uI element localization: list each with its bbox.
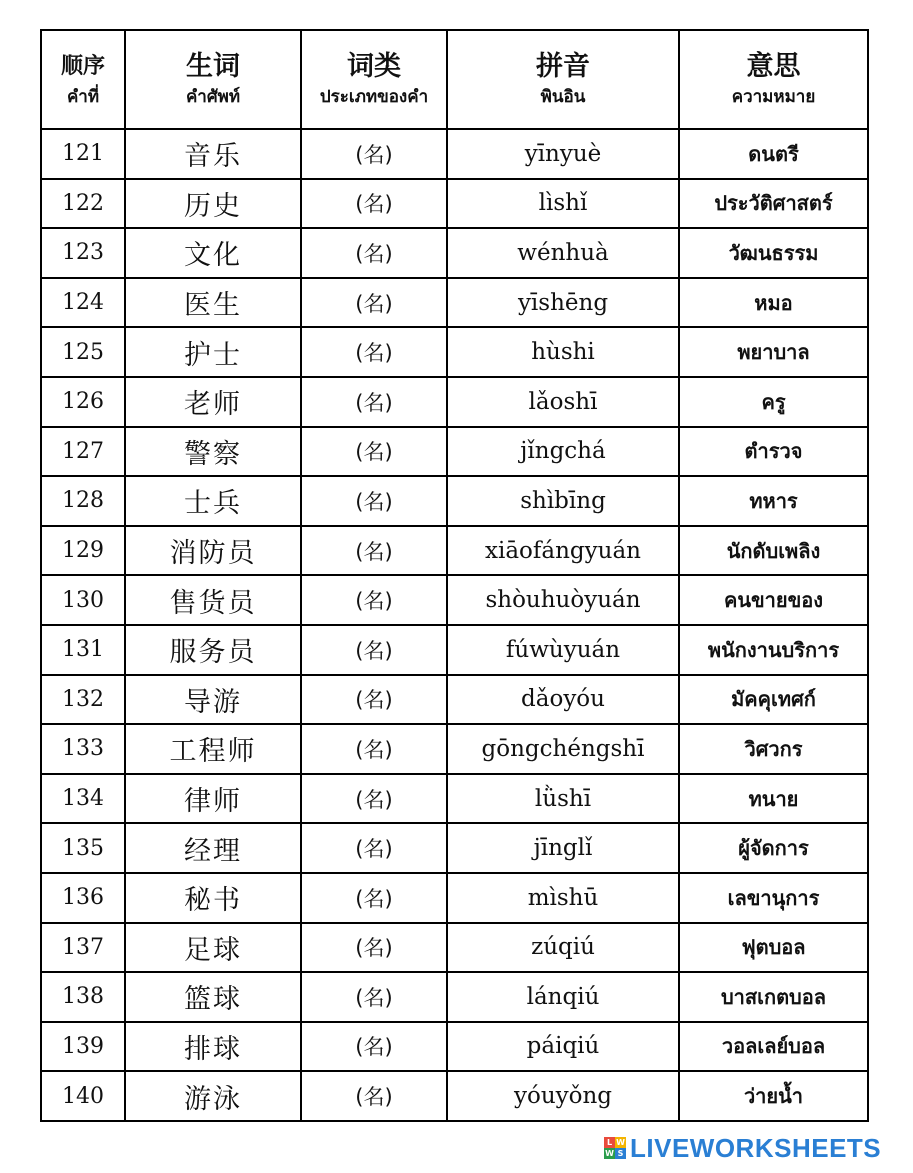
row-pinyin: zúqiú bbox=[447, 923, 679, 973]
row-pinyin: gōngchéngshī bbox=[447, 724, 679, 774]
row-number: 121 bbox=[41, 129, 125, 179]
row-meaning: วัฒนธรรม bbox=[679, 228, 868, 278]
row-part-of-speech: (名) bbox=[301, 923, 447, 973]
row-part-of-speech: (名) bbox=[301, 873, 447, 923]
row-part-of-speech: (名) bbox=[301, 526, 447, 576]
table-row bbox=[41, 526, 868, 576]
row-meaning: ว่ายน้ำ bbox=[679, 1071, 868, 1121]
header-order-zh: 顺序 bbox=[60, 53, 105, 79]
logo-mark-icon bbox=[604, 1137, 626, 1159]
row-pinyin: wénhuà bbox=[447, 228, 679, 278]
table-row bbox=[41, 625, 868, 675]
row-meaning: หมอ bbox=[679, 278, 868, 328]
row-word: 服务员 bbox=[125, 625, 301, 675]
row-part-of-speech: (名) bbox=[301, 575, 447, 625]
row-part-of-speech: (名) bbox=[301, 724, 447, 774]
row-pinyin: jǐngchá bbox=[447, 427, 679, 477]
row-number: 138 bbox=[41, 972, 125, 1022]
row-word: 工程师 bbox=[125, 724, 301, 774]
row-number: 140 bbox=[41, 1071, 125, 1121]
table-row bbox=[41, 1022, 868, 1072]
row-number: 126 bbox=[41, 377, 125, 427]
table-row bbox=[41, 278, 868, 328]
row-word: 老师 bbox=[125, 377, 301, 427]
row-part-of-speech: (名) bbox=[301, 823, 447, 873]
row-number: 122 bbox=[41, 179, 125, 229]
row-pinyin: shòuhuòyuán bbox=[447, 575, 679, 625]
liveworksheets-logo bbox=[604, 1134, 881, 1162]
row-part-of-speech: (名) bbox=[301, 476, 447, 526]
header-order-th: คำที่ bbox=[66, 86, 100, 106]
header-meaning-th: ความหมาย bbox=[731, 86, 816, 106]
row-meaning: ดนตรี bbox=[679, 129, 868, 179]
row-word: 士兵 bbox=[125, 476, 301, 526]
row-pinyin: lánqiú bbox=[447, 972, 679, 1022]
table-row bbox=[41, 575, 868, 625]
table-row bbox=[41, 724, 868, 774]
row-word: 秘书 bbox=[125, 873, 301, 923]
row-word: 足球 bbox=[125, 923, 301, 973]
row-pinyin: jīnglǐ bbox=[447, 823, 679, 873]
row-number: 139 bbox=[41, 1022, 125, 1072]
row-word: 历史 bbox=[125, 179, 301, 229]
row-number: 129 bbox=[41, 526, 125, 576]
row-number: 132 bbox=[41, 675, 125, 725]
table-row bbox=[41, 873, 868, 923]
row-part-of-speech: (名) bbox=[301, 774, 447, 824]
row-pinyin: hùshi bbox=[447, 327, 679, 377]
logo-text: LIVEWORKSHEETS bbox=[630, 1132, 882, 1163]
row-part-of-speech: (名) bbox=[301, 675, 447, 725]
row-number: 123 bbox=[41, 228, 125, 278]
table-row bbox=[41, 823, 868, 873]
row-number: 130 bbox=[41, 575, 125, 625]
row-part-of-speech: (名) bbox=[301, 228, 447, 278]
row-word: 律师 bbox=[125, 774, 301, 824]
row-pinyin: mìshū bbox=[447, 873, 679, 923]
row-part-of-speech: (名) bbox=[301, 625, 447, 675]
row-pinyin: yóuyǒng bbox=[447, 1071, 679, 1121]
row-word: 游泳 bbox=[125, 1071, 301, 1121]
table-row bbox=[41, 675, 868, 725]
row-part-of-speech: (名) bbox=[301, 327, 447, 377]
header-pos-th: ประเภทของคำ bbox=[319, 86, 429, 106]
row-meaning: มัคคุเทศก์ bbox=[679, 675, 868, 725]
row-number: 134 bbox=[41, 774, 125, 824]
row-number: 125 bbox=[41, 327, 125, 377]
row-pinyin: yīshēng bbox=[447, 278, 679, 328]
table-row bbox=[41, 427, 868, 477]
row-word: 文化 bbox=[125, 228, 301, 278]
row-meaning: คนขายของ bbox=[679, 575, 868, 625]
row-meaning: ประวัติศาสตร์ bbox=[679, 179, 868, 229]
row-part-of-speech: (名) bbox=[301, 129, 447, 179]
row-pinyin: lǎoshī bbox=[447, 377, 679, 427]
row-number: 131 bbox=[41, 625, 125, 675]
table-row bbox=[41, 1071, 868, 1121]
row-number: 136 bbox=[41, 873, 125, 923]
table-row bbox=[41, 129, 868, 179]
header-pos bbox=[301, 30, 447, 129]
row-meaning: ฟุตบอล bbox=[679, 923, 868, 973]
row-meaning: ครู bbox=[679, 377, 868, 427]
row-word: 音乐 bbox=[125, 129, 301, 179]
row-part-of-speech: (名) bbox=[301, 278, 447, 328]
row-word: 篮球 bbox=[125, 972, 301, 1022]
row-pinyin: lìshǐ bbox=[447, 179, 679, 229]
table-row bbox=[41, 377, 868, 427]
row-part-of-speech: (名) bbox=[301, 179, 447, 229]
header-word-th: คำศัพท์ bbox=[185, 86, 241, 106]
row-word: 消防员 bbox=[125, 526, 301, 576]
row-meaning: ทหาร bbox=[679, 476, 868, 526]
row-word: 导游 bbox=[125, 675, 301, 725]
header-pinyin-zh: 拼音 bbox=[536, 50, 590, 82]
row-word: 售货员 bbox=[125, 575, 301, 625]
row-number: 133 bbox=[41, 724, 125, 774]
row-word: 排球 bbox=[125, 1022, 301, 1072]
table-row bbox=[41, 923, 868, 973]
row-part-of-speech: (名) bbox=[301, 1022, 447, 1072]
row-pinyin: yīnyuè bbox=[447, 129, 679, 179]
row-meaning: ทนาย bbox=[679, 774, 868, 824]
header-order bbox=[41, 30, 125, 129]
header-pinyin-th: พินอิน bbox=[540, 86, 586, 106]
table-row bbox=[41, 476, 868, 526]
row-pinyin: fúwùyuán bbox=[447, 625, 679, 675]
row-number: 135 bbox=[41, 823, 125, 873]
row-pinyin: xiāofángyuán bbox=[447, 526, 679, 576]
row-number: 124 bbox=[41, 278, 125, 328]
row-word: 警察 bbox=[125, 427, 301, 477]
header-meaning bbox=[679, 30, 868, 129]
row-meaning: นักดับเพลิง bbox=[679, 526, 868, 576]
row-meaning: บาสเกตบอล bbox=[679, 972, 868, 1022]
row-part-of-speech: (名) bbox=[301, 1071, 447, 1121]
table-row bbox=[41, 774, 868, 824]
row-pinyin: shìbīng bbox=[447, 476, 679, 526]
row-meaning: พยาบาล bbox=[679, 327, 868, 377]
row-meaning: ตำรวจ bbox=[679, 427, 868, 477]
header-pinyin bbox=[447, 30, 679, 129]
row-number: 127 bbox=[41, 427, 125, 477]
row-meaning: พนักงานบริการ bbox=[679, 625, 868, 675]
logo-mark-cell: L bbox=[604, 1137, 615, 1148]
row-word: 经理 bbox=[125, 823, 301, 873]
row-pinyin: lǜshī bbox=[447, 774, 679, 824]
row-meaning: วอลเลย์บอล bbox=[679, 1022, 868, 1072]
row-pinyin: páiqiú bbox=[447, 1022, 679, 1072]
vocabulary-table bbox=[40, 29, 869, 1122]
row-part-of-speech: (名) bbox=[301, 377, 447, 427]
header-meaning-zh: 意思 bbox=[746, 50, 801, 82]
row-number: 137 bbox=[41, 923, 125, 973]
logo-mark-cell: W bbox=[616, 1138, 625, 1147]
header-pos-zh: 词类 bbox=[347, 50, 401, 82]
table-row bbox=[41, 228, 868, 278]
row-meaning: ผู้จัดการ bbox=[679, 823, 868, 873]
header-word bbox=[125, 30, 301, 129]
row-meaning: วิศวกร bbox=[679, 724, 868, 774]
row-meaning: เลขานุการ bbox=[679, 873, 868, 923]
row-word: 医生 bbox=[125, 278, 301, 328]
row-part-of-speech: (名) bbox=[301, 427, 447, 477]
header-row bbox=[41, 30, 868, 129]
row-pinyin: dǎoyóu bbox=[447, 675, 679, 725]
table-row bbox=[41, 327, 868, 377]
row-word: 护士 bbox=[125, 327, 301, 377]
table-row bbox=[41, 972, 868, 1022]
logo-mark-cell: W bbox=[605, 1149, 614, 1158]
header-word-zh: 生词 bbox=[186, 50, 240, 82]
row-number: 128 bbox=[41, 476, 125, 526]
table-row bbox=[41, 179, 868, 229]
logo-mark-cell: S bbox=[615, 1148, 626, 1159]
row-part-of-speech: (名) bbox=[301, 972, 447, 1022]
